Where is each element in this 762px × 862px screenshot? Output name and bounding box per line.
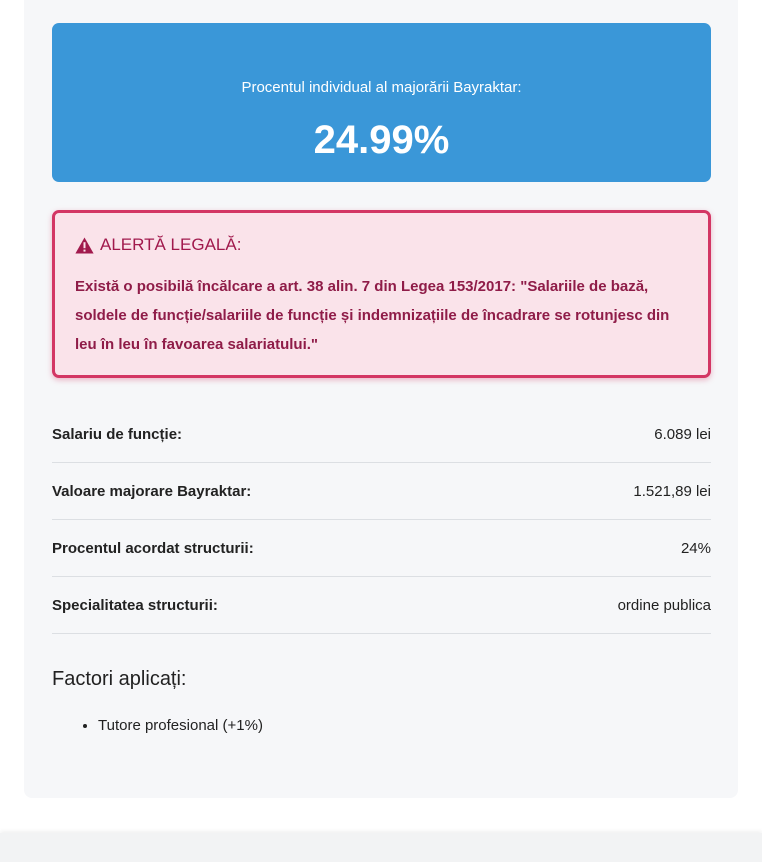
detail-label: Valoare majorare Bayraktar: [52,482,252,500]
result-value: 24.99% [313,118,450,162]
detail-row [52,406,711,463]
detail-value: 24% [680,539,711,557]
result-card [24,0,738,798]
alert-text: Există o posibilă încălcare a art. 38 alin. 7 din Legea 153/2017: "Salariile de bază, soldele de funcție/salariile de funcție și indemnizațiile de încadrare se rotunjesc din leu în leu în favoarea salariatului." [75,278,670,353]
detail-value: 1.521,89 lei [633,482,711,500]
detail-label: Salariu de funcție: [52,425,183,443]
footer-band [0,833,762,862]
warning-triangle-icon [75,237,94,254]
alert-title-row [75,235,241,255]
detail-row [52,577,711,634]
factors-title: Factori aplicați: [52,668,187,690]
alert-title: ALERTĂ LEGALĂ: [100,235,242,254]
detail-value: ordine publica [617,596,711,614]
detail-value: 6.089 lei [654,425,711,443]
result-box [52,23,711,182]
factors-list [52,714,263,738]
detail-label: Specialitatea structurii: [52,596,218,614]
detail-row [52,520,711,577]
result-label: Procentul individual al majorării Bayraktar: [241,79,522,96]
detail-row [52,463,711,520]
details-table [52,406,711,634]
legal-alert [52,210,711,378]
list-item: • Tutore profesional (+1%) [98,714,263,738]
detail-label: Procentul acordat structurii: [52,539,254,557]
